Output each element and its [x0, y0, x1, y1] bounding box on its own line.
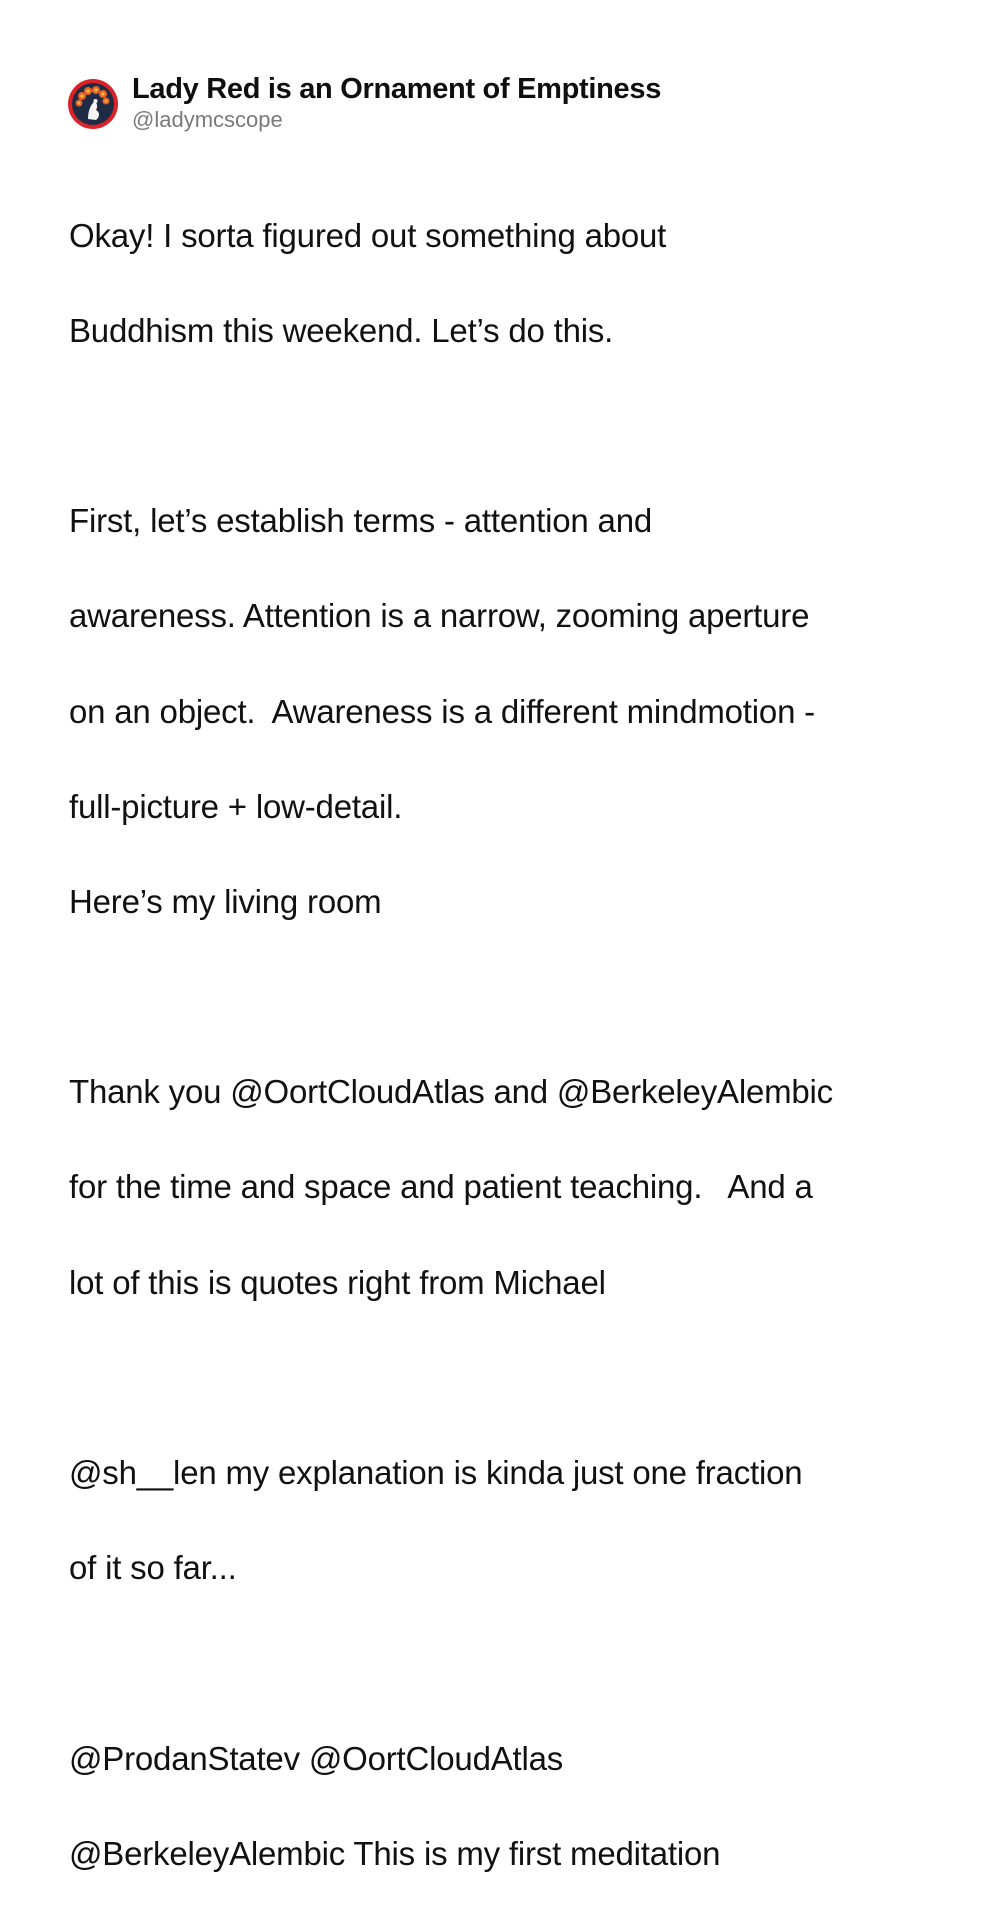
post-line: Buddhism this weekend. Let’s do this. [69, 311, 614, 349]
post-line: @sh__len my explanation is kinda just one fraction [69, 1454, 803, 1492]
avatar[interactable] [68, 79, 118, 129]
post-line: of it so far... [69, 1549, 237, 1587]
post-line: @ProdanStatev @OortCloudAtlas [69, 1739, 564, 1777]
author-handle[interactable]: @ladymcscope [132, 107, 283, 132]
author-display-name[interactable]: Lady Red is an Ornament of Emptiness [132, 73, 662, 105]
post-line: lot of this is quotes right from Michael [69, 1263, 606, 1301]
peacock-avatar-icon [68, 79, 118, 129]
post-body [69, 164, 949, 1925]
post-line: Thank you @OortCloudAtlas and @BerkeleyAlembic [69, 1073, 833, 1111]
post-line: awareness. Attention is a narrow, zooming aperture [69, 597, 810, 635]
author-names [132, 72, 661, 134]
post-header [68, 72, 661, 134]
post-line: full-picture + low-detail. [69, 787, 403, 825]
post-line: First, let’s establish terms - attention and [69, 502, 653, 540]
post-line: Okay! I sorta figured out something about [69, 216, 667, 254]
post-line-blank [69, 402, 949, 450]
post-line: for the time and space and patient teaching. And a [69, 1168, 813, 1206]
post-line: Here’s my living room [69, 882, 382, 920]
post-line-blank [69, 1354, 949, 1402]
post-line-blank [69, 973, 949, 1021]
post-line: @BerkeleyAlembic This is my first meditation [69, 1834, 721, 1872]
post-line-blank [69, 1639, 949, 1687]
post-line: on an object. Awareness is a different mindmotion - [69, 692, 815, 730]
